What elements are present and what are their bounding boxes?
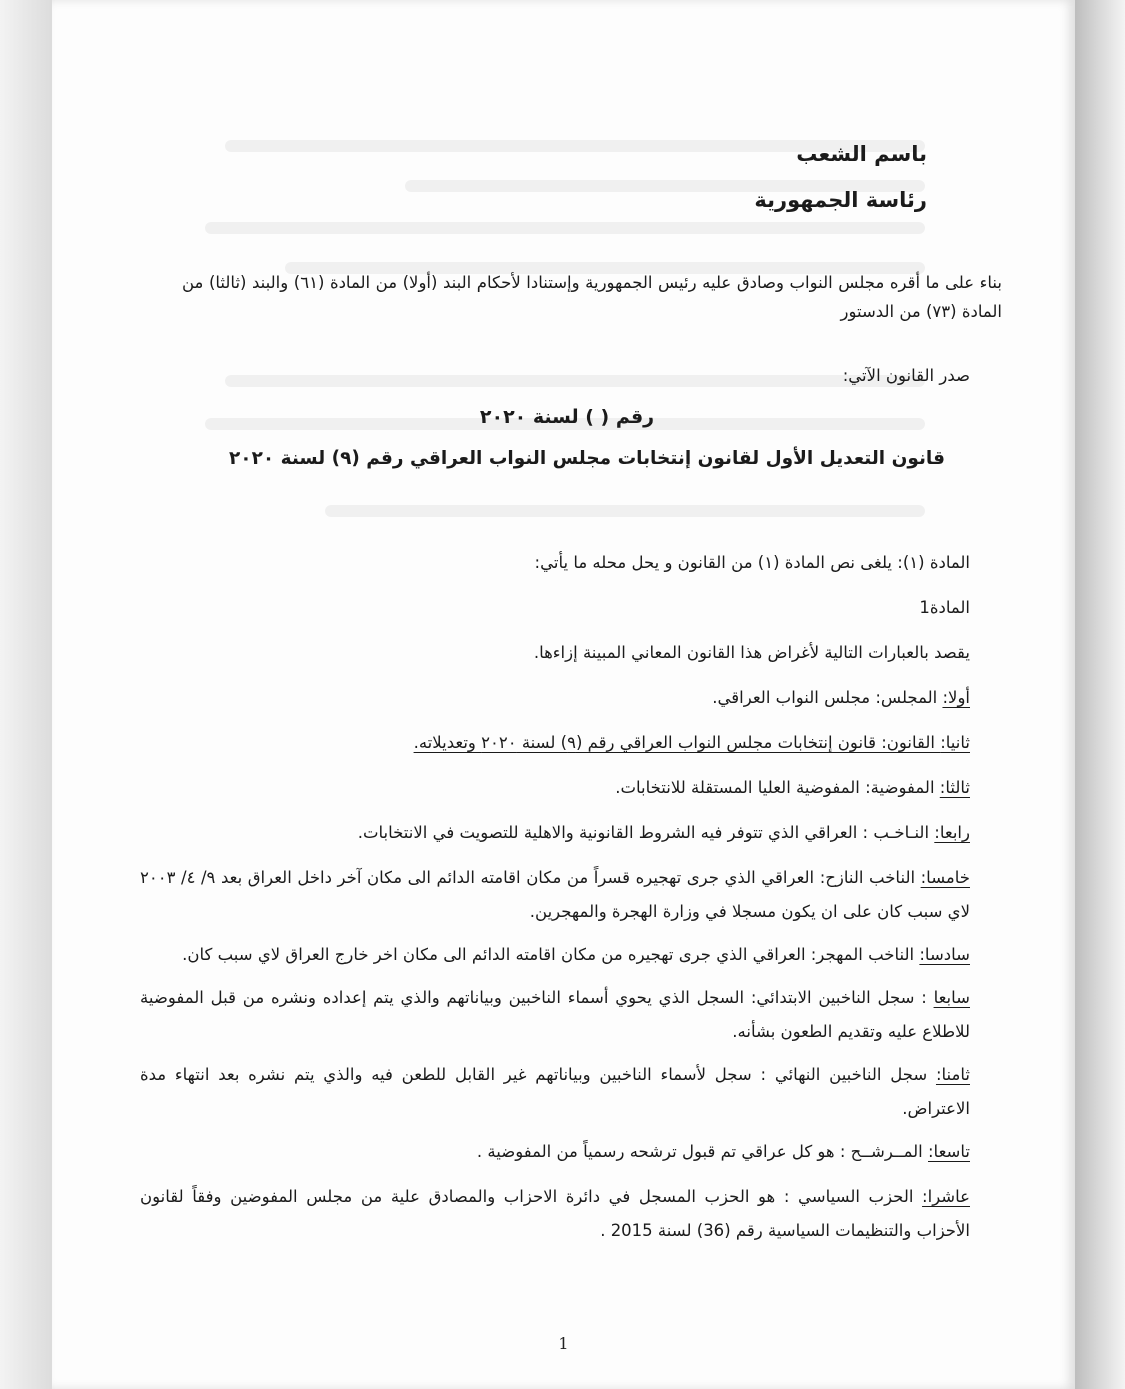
definition-text: المفوضية: المفوضية العليا المستقلة للانتخابات. — [615, 778, 940, 797]
definition-ordinal: أولا: — [942, 688, 970, 707]
definition-item — [140, 861, 970, 929]
definition-item — [140, 1058, 970, 1126]
law-number: رقم ( ) لسنة ٢٠٢٠ — [479, 406, 655, 428]
definition-text: : سجل الناخبين الابتدائي: السجل الذي يحوي أسماء الناخبين وبياناتهم والذي يتم إعداده ونشره من قبل المفوضية للاطلاع عليه وتقديم الطعون بشأنه. — [140, 988, 970, 1041]
article-1-heading: المادة (١): يلغى نص المادة (١) من القانون و يحل محله ما يأتي: — [534, 553, 970, 572]
definition-ordinal: خامسا: — [920, 868, 970, 887]
preamble-text: بناء على ما أقره مجلس النواب وصادق عليه رئيس الجمهورية وإستنادا لأحكام البند (أولا) من المادة (٦١) والبند (ثالثا) من المادة (٧٣) من الدستور — [182, 273, 1002, 321]
document-page — [52, 0, 1075, 1389]
definition-item — [180, 1135, 970, 1169]
definition-text: المــرشــح : هو كل عراقي تم قبول ترشحه رسمياً من المفوضية . — [476, 1142, 928, 1161]
definition-item — [140, 981, 970, 1049]
definition-text: الناخب النازح: العراقي الذي جرى تهجيره قسراً من مكان اقامته الدائم الى مكان آخر داخل العراق بعد ٩/ ٤/ ٢٠٠٣ لاي سبب كان على ان يكون مسجلا في وزارة الهجرة والمهجرين. — [140, 868, 970, 921]
definition-text: الناخب المهجر: العراقي الذي جرى تهجيره من مكان اقامته الدائم الى مكان اخر خارج العراق لاي سبب كان. — [182, 945, 920, 964]
definition-ordinal: ثامنا: — [935, 1065, 970, 1084]
scan-left-edge — [0, 0, 52, 1389]
definition-ordinal: تاسعا: — [928, 1142, 970, 1161]
definition-text: سجل الناخبين النهائي : سجل لأسماء الناخبين وبياناتهم غير القابل للطعن فيه والذي يتم نشره بعد انتهاء مدة الاعتراض. — [140, 1065, 970, 1118]
articles — [140, 546, 970, 1257]
definitions-intro: يقصد بالعبارات التالية لأغراض هذا القانون المعاني المبينة إزاءها. — [533, 643, 970, 662]
definition-ordinal: ثالثا: — [939, 778, 970, 797]
bleed-through — [205, 222, 925, 234]
definition-ordinal: عاشرا: — [922, 1187, 970, 1206]
scan-right-edge — [1075, 0, 1125, 1389]
definition-item — [180, 681, 970, 715]
issued-statement: صدر القانون الآتي: — [842, 366, 970, 385]
definition-ordinal: ثانيا: — [940, 733, 970, 752]
definition-item — [140, 938, 970, 972]
definition-ordinal: سابعا — [933, 988, 970, 1007]
definition-text: المجلس: مجلس النواب العراقي. — [712, 688, 943, 707]
definition-item — [140, 1180, 970, 1248]
definition-item — [180, 816, 970, 850]
header-presidency: رئاسة الجمهورية — [754, 188, 927, 212]
definition-text: النـاخـب : العراقي الذي تتوفر فيه الشروط القانونية والاهلية للتصويت في الانتخابات. — [357, 823, 935, 842]
definition-ordinal: سادسا: — [919, 945, 970, 964]
definition-text: القانون: قانون إنتخابات مجلس النواب العراقي رقم (٩) لسنة ٢٠٢٠ وتعديلاته. — [413, 733, 941, 752]
definition-ordinal: رابعا: — [934, 823, 970, 842]
law-title: قانون التعديل الأول لقانون إنتخابات مجلس النواب العراقي رقم (٩) لسنة ٢٠٢٠ — [229, 448, 945, 469]
bleed-through — [225, 375, 925, 387]
header-in-the-name-of-people: باسم الشعب — [796, 142, 927, 166]
definition-text: الحزب السياسي : هو الحزب المسجل في دائرة الاحزاب والمصادق علية من مجلس المفوضين وفقاً لقانون الأحزاب والتنظيمات السياسية رقم (36) لسنة 2015 . — [140, 1187, 970, 1240]
definition-item — [180, 771, 970, 805]
page-number: 1 — [558, 1334, 569, 1353]
definition-item — [180, 726, 970, 760]
article-label: المادة1 — [919, 598, 970, 617]
bleed-through — [325, 505, 925, 517]
